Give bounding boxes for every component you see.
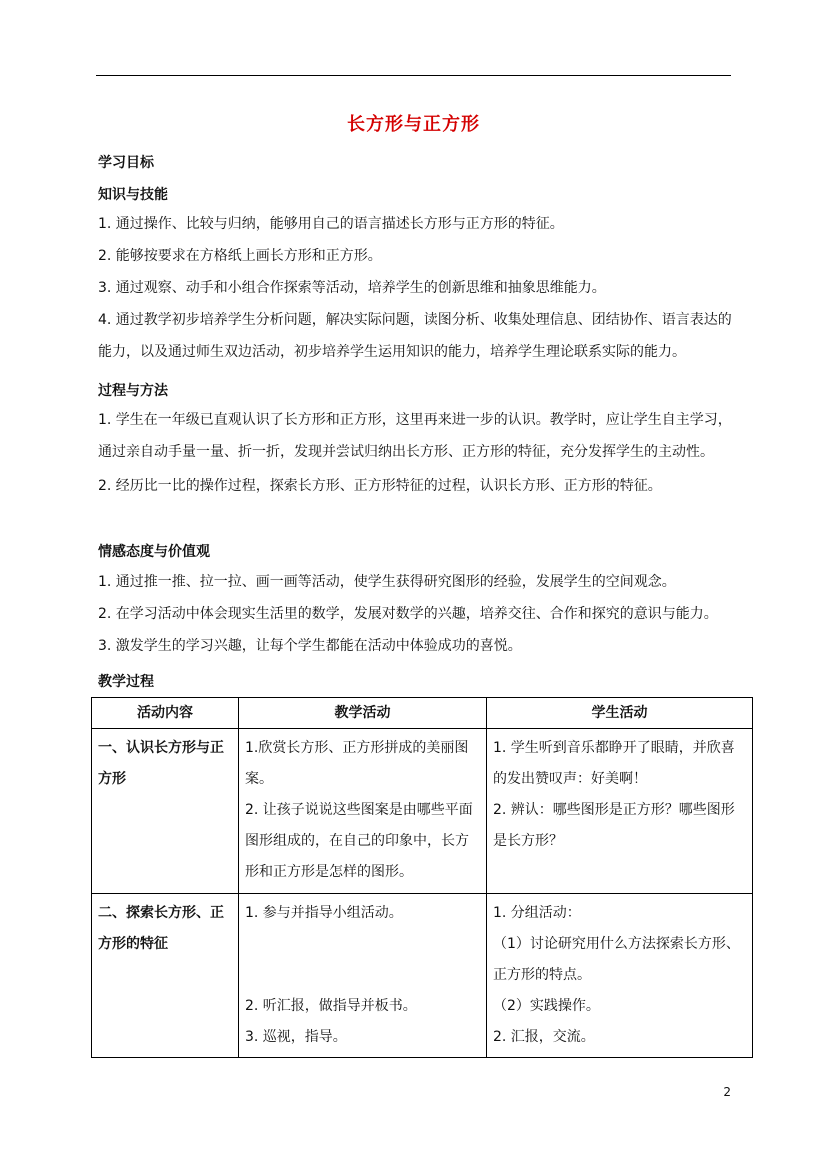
teacher-spacer [245,960,480,991]
emotion-list [98,566,738,662]
student-step: 2. 辨认：哪些图形是正方形？哪些图形是长方形？ [493,802,735,849]
table-cell-student [487,729,753,894]
teacher-step [245,929,480,960]
table-cell-content: 二、探索长方形、正方形的特征 [92,894,239,1058]
emotion-item: 3. 激发学生的学习兴趣，让每个学生都能在活动中体验成功的喜悦。 [98,638,522,654]
table-header: 学生活动 [487,698,753,729]
knowledge-list [98,208,738,368]
student-step: （1）讨论研究用什么方法探索长方形、正方形的特点。 [493,936,740,983]
table-header: 活动内容 [92,698,239,729]
table-cell-teacher [239,894,487,1058]
teacher-step: 1. 参与并指导小组活动。 [245,905,403,921]
knowledge-item: 4. 通过教学初步培养学生分析问题，解决实际问题，读图分析、收集处理信息、团结协作、语言表达的能力，以及通过师生双边活动，初步培养学生运用知识的能力，培养学生理论联系实际的能力。 [98,312,732,360]
process-list [98,404,738,502]
heading-goals: 学习目标 [98,155,154,171]
teacher-step: 2. 听汇报，做指导并板书。 [245,998,417,1014]
table-cell-content: 一、认识长方形与正方形 [92,729,239,894]
knowledge-item: 1. 通过操作、比较与归纳，能够用自己的语言描述长方形与正方形的特征。 [98,216,564,232]
student-step: 2. 汇报，交流。 [493,1029,595,1045]
page-title: 长方形与正方形 [347,114,480,135]
teaching-table [91,697,753,1058]
emotion-item: 2. 在学习活动中体会现实生活里的数学，发展对数学的兴趣，培养交往、合作和探究的意识与能力。 [98,606,718,622]
student-step: （2）实践操作。 [493,998,600,1014]
table-header-row [92,698,753,729]
table-row [92,729,753,894]
table-header: 教学活动 [239,698,487,729]
emotion-item: 1. 通过推一推、拉一拉、画一画等活动，使学生获得研究图形的经验，发展学生的空间观念。 [98,574,676,590]
process-item: 1. 学生在一年级已直观认识了长方形和正方形，这里再来进一步的认识。教学时，应让学生自主学习，通过亲自动手量一量、折一折，发现并尝试归纳出长方形、正方形的特征，充分发挥学生的主动性。 [98,412,732,460]
student-step: 1. 学生听到音乐都睁开了眼睛，并欣喜的发出赞叹声：好美啊！ [493,740,735,787]
knowledge-item: 3. 通过观察、动手和小组合作探索等活动，培养学生的创新思维和抽象思维能力。 [98,280,606,296]
teacher-step: 2. 让孩子说说这些图案是由哪些平面图形组成的，在自己的印象中，长方形和正方形是怎样的图形。 [245,802,473,880]
heading-emotion: 情感态度与价值观 [98,544,210,560]
page-number: 2 [723,1085,731,1099]
teacher-step: 3. 巡视，指导。 [245,1029,347,1045]
heading-knowledge: 知识与技能 [98,187,168,203]
heading-teaching: 教学过程 [98,674,154,690]
teacher-step: 1.欣赏长方形、正方形拼成的美丽图案。 [245,740,469,787]
heading-process: 过程与方法 [98,383,168,399]
knowledge-item: 2. 能够按要求在方格纸上画长方形和正方形。 [98,248,382,264]
table-row [92,894,753,1058]
table-cell-teacher [239,729,487,894]
student-step: 1. 分组活动： [493,905,581,921]
table-cell-student [487,894,753,1058]
header-rule [96,75,731,76]
process-item: 2. 经历比一比的操作过程，探索长方形、正方形特征的过程，认识长方形、正方形的特征。 [98,478,662,494]
